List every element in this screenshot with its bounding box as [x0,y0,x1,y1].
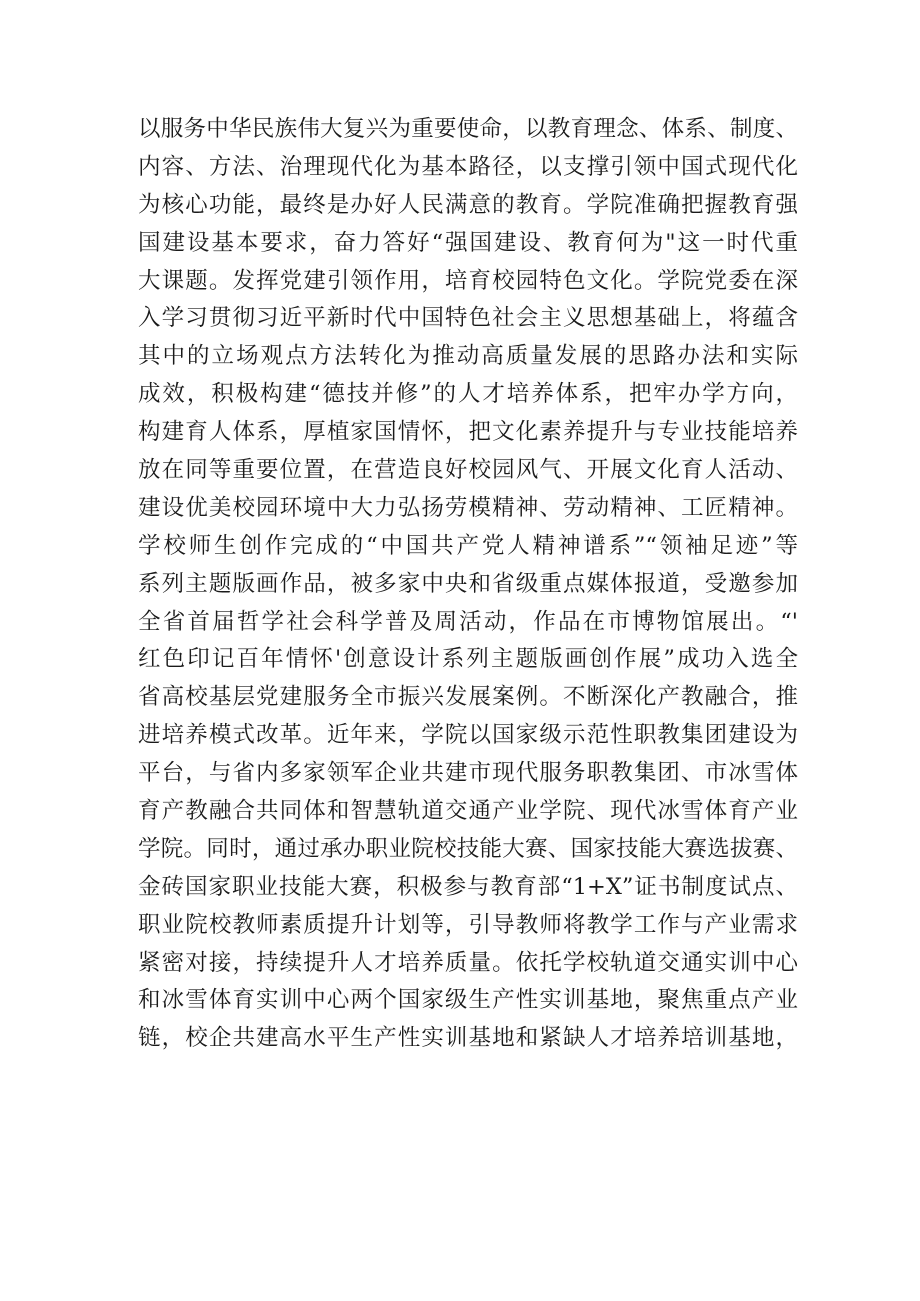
text-line: 学校师生创作完成的“中国共产党人精神谱系”“领袖足迹”等 [138,532,798,559]
text-line: 和冰雪体育实训中心两个国家级生产性实训基地，聚焦重点产业 [138,987,798,1014]
text-line: 红色印记百年情怀'创意设计系列主题版画创作展”成功入选全 [138,646,798,673]
text-line: 进培养模式改革。近年来，学院以国家级示范性职教集团建设为 [138,722,798,749]
text-line: 以服务中华民族伟大复兴为重要使命，以教育理念、体系、制度、 [138,116,798,142]
text-line: 育产教融合共同体和智慧轨道交通产业学院、现代冰雪体育产业 [138,798,798,825]
text-line: 职业院校教师素质提升计划等，引导教师将教学工作与产业需求 [138,911,798,938]
body-paragraph [138,111,798,1058]
text-line: 大课题。发挥党建引领作用，培育校园特色文化。学院党委在深 [138,267,798,294]
text-line: 入学习贯彻习近平新时代中国特色社会主义思想基础上，将蕴含 [138,305,798,332]
text-line: 国建设基本要求，奋力答好“强国建设、教育何为"这一时代重 [138,229,798,256]
text-line: 内容、方法、治理现代化为基本路径，以支撑引领中国式现代化 [138,153,798,180]
text-line: 构建育人体系，厚植家国情怀，把文化素养提升与专业技能培养 [138,419,798,446]
text-line: 平台，与省内多家领军企业共建市现代服务职教集团、市冰雪体 [138,760,798,787]
text-line: 为核心功能，最终是办好人民满意的教育。学院准确把握教育强 [138,191,798,218]
text-line: 放在同等重要位置，在营造良好校园风气、开展文化育人活动、 [138,457,798,484]
text-line: 全省首届哲学社会科学普及周活动，作品在市博物馆展出。“' [138,608,798,635]
text-line: 建设优美校园环境中大力弘扬劳模精神、劳动精神、工匠精神。 [138,494,798,521]
text-line: 学院。同时，通过承办职业院校技能大赛、国家技能大赛选拔赛、 [138,835,798,862]
text-line: 链，校企共建高水平生产性实训基地和紧缺人才培养培训基地， [138,1025,798,1052]
text-line: 系列主题版画作品，被多家中央和省级重点媒体报道，受邀参加 [138,570,798,597]
text-line: 金砖国家职业技能大赛，积极参与教育部“1+X”证书制度试点、 [138,873,798,900]
text-line: 省高校基层党建服务全市振兴发展案例。不断深化产教融合，推 [138,684,798,711]
text-line: 成效，积极构建“德技并修”的人才培养体系，把牢办学方向， [138,381,798,408]
text-line: 紧密对接，持续提升人才培养质量。依托学校轨道交通实训中心 [138,949,798,976]
text-line: 其中的立场观点方法转化为推动高质量发展的思路办法和实际 [138,343,798,370]
